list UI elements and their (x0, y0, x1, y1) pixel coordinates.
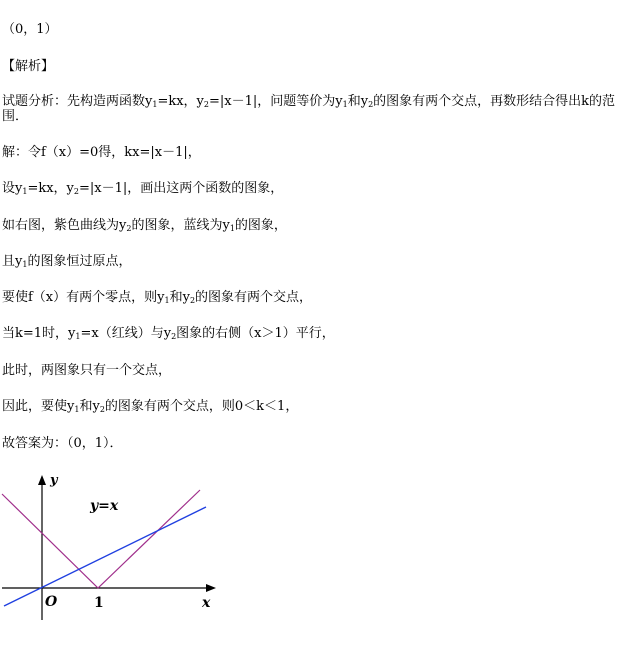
origin-label: O (45, 594, 58, 610)
final-answer: 故答案为：（0，1）． (2, 436, 123, 451)
step-1: 解：令f（x）=0得，kx=|x－1|， (2, 145, 201, 160)
step-5: 要使f（x）有两个零点，则$y_1$和$y_2$的图象有两个交点， (2, 290, 313, 305)
step-8: 因此，要使$y_1$和$y_2$的图象有两个交点，则0＜k＜1， (2, 399, 299, 414)
section-title: 【解析】 (2, 59, 55, 74)
x-axis-arrow (206, 584, 216, 592)
y-axis-label: y (50, 473, 58, 488)
step-4: 且$y_1$的图象恒过原点， (2, 254, 132, 269)
analysis-paragraph: 试题分析：先构造两函数$y_1=kx$，$y_2=|x-1|$，问题等价为$y_1$和$y_2$的图象有两个交点，再数形结合得出k的范围． (2, 94, 616, 124)
one-label: 1 (94, 595, 104, 611)
answer-line: （0，1） (2, 22, 58, 37)
step-7: 此时，两图象只有一个交点， (2, 363, 172, 378)
y-axis-arrow (38, 475, 46, 485)
step-3: 如右图，紫色曲线为$y_2$的图象，蓝线为$y_1$的图象， (2, 218, 287, 233)
line-label: y=x (90, 498, 119, 514)
blue-line-y1 (4, 507, 206, 606)
step-2: 设$y_1=kx$，$y_2=|x-1|$，画出这两个函数的图象， (2, 181, 284, 196)
function-graph (0, 470, 240, 630)
x-axis-label: x (202, 595, 211, 611)
step-6: 当k=1时，$y_1=x$（红线）与$y_2$图象的右侧（x＞1）平行， (2, 326, 335, 341)
